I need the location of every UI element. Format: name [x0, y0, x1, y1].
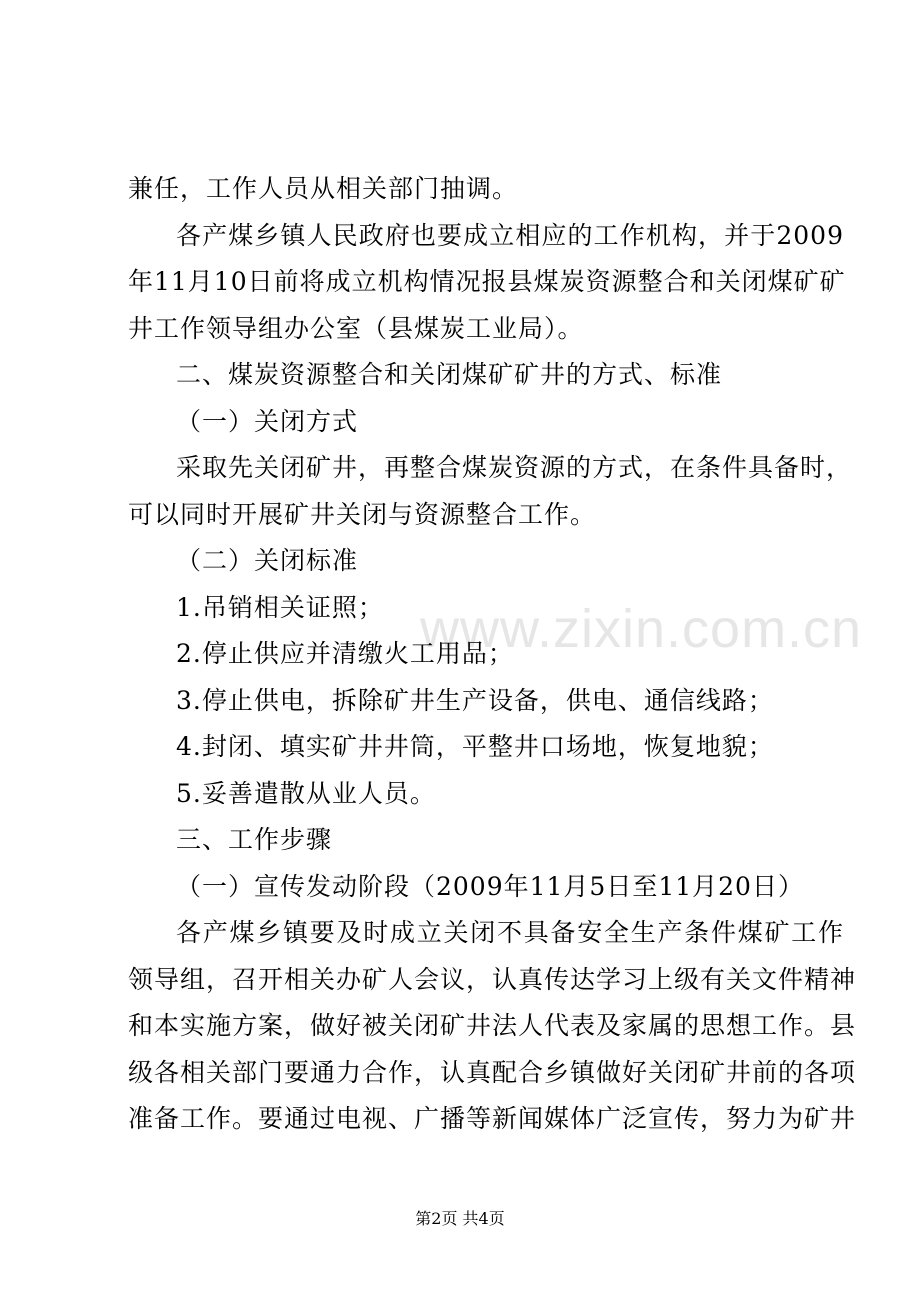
body-line: 和本实施方案，做好被关闭矿井法人代表及家属的思想工作。县 — [128, 1011, 857, 1040]
body-line: 井工作领导组办公室（县煤炭工业局）。 — [128, 313, 584, 343]
body-line: 采取先关闭矿井，再整合煤炭资源的方式，在条件具备时， — [176, 453, 853, 482]
subsection-heading: （二）关闭标准 — [176, 546, 359, 575]
body-line: 各产煤乡镇人民政府也要成立相应的工作机构，并于2009 — [176, 220, 844, 250]
list-item: 4.封闭、填实矿井井筒，平整井口场地，恢复地貌； — [176, 732, 774, 761]
list-item: 5.妥善遣散从业人员。 — [176, 778, 436, 808]
body-line: 级各相关部门要通力合作，认真配合乡镇做好关闭矿井前的各项 — [128, 1057, 857, 1087]
body-line: 年11月10日前将成立机构情况报县煤炭资源整合和关闭煤矿矿 — [128, 267, 846, 296]
body-line: 准备工作。要通过电视、广播等新闻媒体广泛宣传，努力为矿井 — [128, 1104, 857, 1133]
watermark: www.zixin.com.cn — [420, 599, 863, 659]
list-item: 1.吊销相关证照； — [176, 592, 384, 622]
list-item: 2.停止供应并清缴火工用品； — [176, 639, 514, 668]
body-line: 领导组，召开相关办矿人会议，认真传达学习上级有关文件精神 — [128, 964, 857, 994]
document-body — [128, 166, 857, 1143]
body-line: 各产煤乡镇要及时成立关闭不具备安全生产条件煤矿工作 — [176, 918, 844, 947]
section-heading: 二、煤炭资源整合和关闭煤矿矿井的方式、标准 — [176, 360, 723, 389]
body-line: 兼任，工作人员从相关部门抽调。 — [128, 174, 519, 203]
page-number-footer: 第2页 共4页 — [415, 1209, 505, 1228]
list-item: 3.停止供电，拆除矿井生产设备，供电、通信线路； — [176, 685, 774, 715]
subsection-heading: （一）关闭方式 — [176, 406, 359, 436]
subsection-heading: （一）宣传发动阶段（2009年11月5日至11月20日） — [176, 871, 804, 901]
body-line: 可以同时开展矿井关闭与资源整合工作。 — [128, 499, 597, 529]
section-heading: 三、工作步骤 — [176, 825, 333, 854]
